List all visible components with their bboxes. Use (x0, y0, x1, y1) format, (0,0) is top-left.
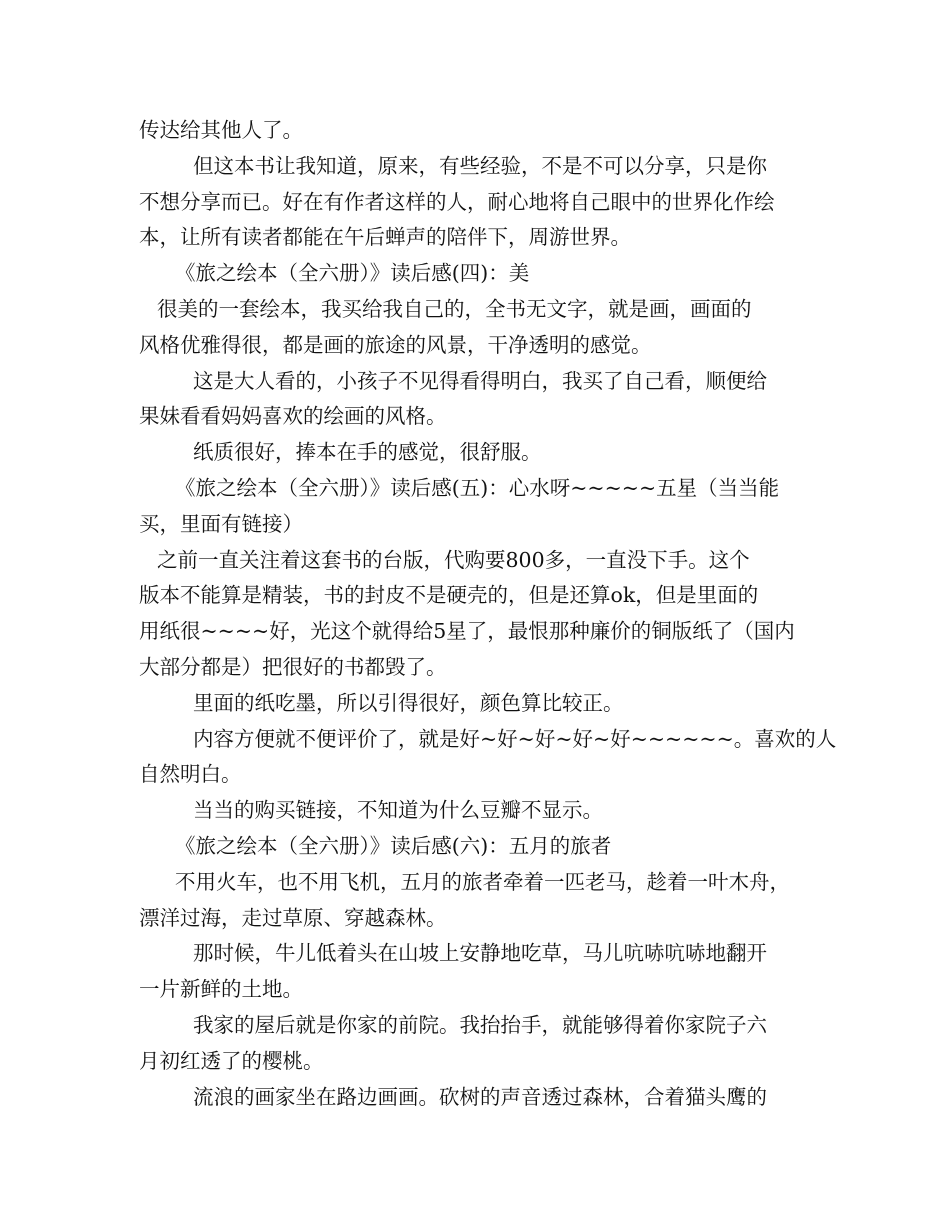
text-line: 果妹看看妈妈喜欢的绘画的风格。 (139, 404, 447, 429)
document-body (139, 113, 837, 1115)
text-line: 我家的屋后就是你家的前院。我抬抬手，就能够得着你家院子六 (193, 1012, 767, 1037)
text-line: 一片新鲜的土地。 (139, 977, 303, 1002)
text-line: 不想分享而已。好在有作者这样的人，耐心地将自己眼中的世界化作绘 (139, 189, 775, 214)
text-line: 内容方便就不便评价了，就是好~好~好~好~好~~~~~~。喜欢的人 (193, 726, 837, 751)
text-line: 那时候，牛儿低着头在山坡上安静地吃草，马儿吭哧吭哧地翻开 (193, 941, 767, 966)
text-line: 版本不能算是精装，书的封皮不是硬壳的，但是还算ok，但是里面的 (139, 583, 759, 608)
text-line: 本，让所有读者都能在午后蝉声的陪伴下，周游世界。 (139, 225, 631, 250)
text-line: 月初红透了的樱桃。 (139, 1048, 324, 1073)
text-line: 纸质很好，捧本在手的感觉，很舒服。 (193, 440, 542, 465)
text-line: 不用火车，也不用飞机，五月的旅者牵着一匹老马，趁着一叶木舟， (175, 869, 790, 894)
section-heading: 《旅之绘本（全六册）》读后感(四)：美 (175, 261, 530, 286)
text-line: 里面的纸吃墨，所以引得很好，颜色算比较正。 (193, 690, 624, 715)
text-line: 自然明白。 (139, 762, 242, 787)
text-line: 当当的购买链接，不知道为什么豆瓣不显示。 (193, 798, 603, 823)
section-heading-continued: 买，里面有链接） (139, 511, 303, 536)
text-line: 但这本书让我知道，原来，有些经验，不是不可以分享，只是你 (193, 153, 767, 178)
section-heading: 《旅之绘本（全六册）》读后感(六)：五月的旅者 (175, 833, 612, 858)
section-heading: 《旅之绘本（全六册）》读后感(五)：心水呀~~~~~五星（当当能 (175, 475, 780, 500)
text-line: 风格优雅得很，都是画的旅途的风景，干净透明的感觉。 (139, 332, 652, 357)
text-line: 流浪的画家坐在路边画画。砍树的声音透过森林，合着猫头鹰的 (193, 1084, 767, 1109)
text-line: 用纸很~~~~好，光这个就得给5星了，最恨那种廉价的铜版纸了（国内 (139, 619, 795, 644)
text-line: 之前一直关注着这套书的台版，代购要800多，一直没下手。这个 (157, 547, 750, 572)
text-line: 传达给其他人了。 (139, 118, 303, 142)
text-line: 大部分都是）把很好的书都毁了。 (139, 654, 447, 679)
text-line: 这是大人看的，小孩子不见得看得明白，我买了自己看，顺便给 (193, 368, 767, 393)
text-line: 漂洋过海，走过草原、穿越森林。 (139, 905, 447, 930)
text-line: 很美的一套绘本，我买给我自己的，全书无文字，就是画，画面的 (157, 296, 752, 321)
